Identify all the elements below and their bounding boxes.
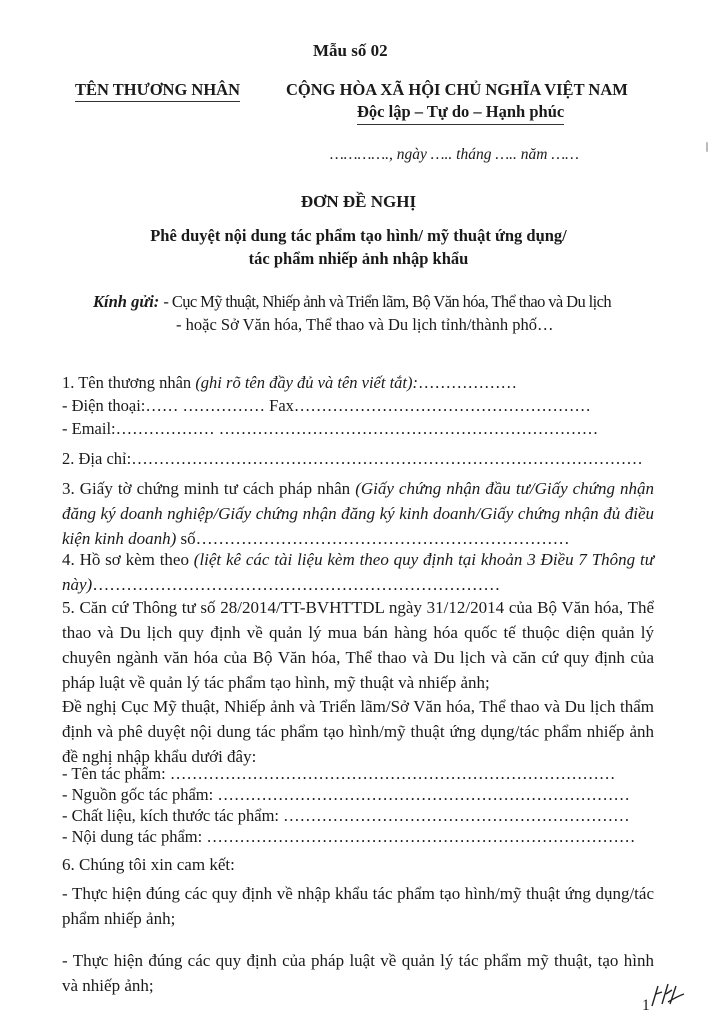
date-line: …………., ngày ….. tháng ….. năm …… (330, 146, 579, 163)
work-field-content[interactable]: - Nội dung tác phẩm: …………………………………………………………………… (62, 827, 636, 846)
initials-signature-icon (648, 980, 688, 1010)
merchant-name-header-text: TÊN THƯƠNG NHÂN (75, 80, 240, 102)
national-motto-text: Độc lập – Tự do – Hạnh phúc (357, 102, 564, 125)
field-phone-fax[interactable]: - Điện thoại:…… …………… Fax……………………………………………… (62, 396, 591, 415)
field-merchant-name-note: (ghi rõ tên đầy đủ và tên viết tắt): (195, 373, 418, 392)
commitment-item-1: - Thực hiện đúng các quy định về nhập khẩu tác phẩm tạo hình/mỹ thuật ứng dụng/tác phẩm nhiếp ảnh; (62, 884, 654, 928)
commitment-item-2: - Thực hiện đúng các quy định của pháp luật về quản lý tác phẩm mỹ thuật, tạo hình và nhiếp ảnh; (62, 951, 654, 995)
field-email[interactable]: - Email:……………… …………………………………………………………… (62, 419, 599, 438)
commitment-heading: 6. Chúng tôi xin cam kết: (62, 855, 235, 874)
work-field-title[interactable]: - Tên tác phẩm: ……………………………………………………………………… (62, 764, 616, 783)
page-number: 1 (642, 997, 650, 1014)
country-name: CỘNG HÒA XÃ HỘI CHỦ NGHĨA VIỆT NAM (286, 80, 628, 99)
national-motto (357, 102, 564, 122)
recipient-label: Kính gửi: (93, 292, 160, 311)
recipient-primary: - Cục Mỹ thuật, Nhiếp ảnh và Triển lãm, Bộ Văn hóa, Thể thao và Du lịch (163, 292, 612, 311)
subtitle-line-1: Phê duyệt nội dung tác phẩm tạo hình/ mỹ thuật ứng dụng/ (150, 226, 567, 245)
field-legal-documents-note: (Giấy chứng nhận đầu tư/Giấy chứng nhận đăng ký doanh nghiệp/Giấy chứng nhận đăng ký kinh doanh/Giấy chứng nhận đủ điều kiện kinh doanh) (62, 479, 654, 548)
work-field-origin[interactable]: - Nguồn gốc tác phẩm: ………………………………………………………………… (62, 785, 630, 804)
field-attachments (62, 547, 654, 597)
form-number: Mẫu số 02 (313, 41, 388, 60)
subtitle-line-2: tác phẩm nhiếp ảnh nhập khẩu (248, 249, 469, 268)
field-attachments-note: (liệt kê các tài liệu kèm theo quy định tại khoản 3 Điều 7 Thông tư này) (62, 550, 654, 594)
legal-basis-paragraph: 5. Căn cứ Thông tư số 28/2014/TT-BVHTTDL ngày 31/12/2014 của Bộ Văn hóa, Thể thao và Du lịch quy định về quản lý mua bán hàng hóa quốc tế thuộc diện quản lý chuyên ngành văn hóa của Bộ Văn hóa, Thể thao và Du lịch và căn cứ quy định của pháp luật về quản lý tác phẩm tạo hình, mỹ thuật và nhiếp ảnh; (62, 598, 654, 692)
field-merchant-name-label: 1. Tên thương nhân (62, 373, 196, 392)
field-legal-documents-blank[interactable]: số………………………………………………………… (176, 529, 570, 548)
field-merchant-name-blank[interactable]: ……………… (418, 373, 517, 392)
field-legal-documents-label: 3. Giấy tờ chứng minh tư cách pháp nhân (62, 479, 356, 498)
field-attachments-blank[interactable]: ……………………………………………………………… (92, 575, 501, 594)
recipient-secondary: - hoặc Sở Văn hóa, Thể thao và Du lịch tỉnh/thành phố… (176, 315, 554, 334)
merchant-name-header (75, 80, 240, 100)
field-address[interactable]: 2. Địa chỉ:………………………………………………………………………………… (62, 449, 643, 468)
recipient-line-1 (93, 292, 611, 312)
field-legal-documents (62, 476, 654, 551)
field-merchant-name (62, 373, 517, 393)
request-paragraph: Đề nghị Cục Mỹ thuật, Nhiếp ảnh và Triển lãm/Sở Văn hóa, Thể thao và Du lịch thẩm định và phê duyệt nội dung tác phẩm tạo hình/mỹ thuật ứng dụng/tác phẩm nhiếp ảnh đề nghị nhập khẩu dưới đây: (62, 697, 654, 766)
scan-margin-mark (706, 142, 708, 152)
field-attachments-label: 4. Hồ sơ kèm theo (62, 550, 194, 569)
document-title: ĐƠN ĐỀ NGHỊ (300, 192, 417, 211)
work-field-material-size[interactable]: - Chất liệu, kích thước tác phẩm: ……………………………………………………… (62, 806, 630, 825)
